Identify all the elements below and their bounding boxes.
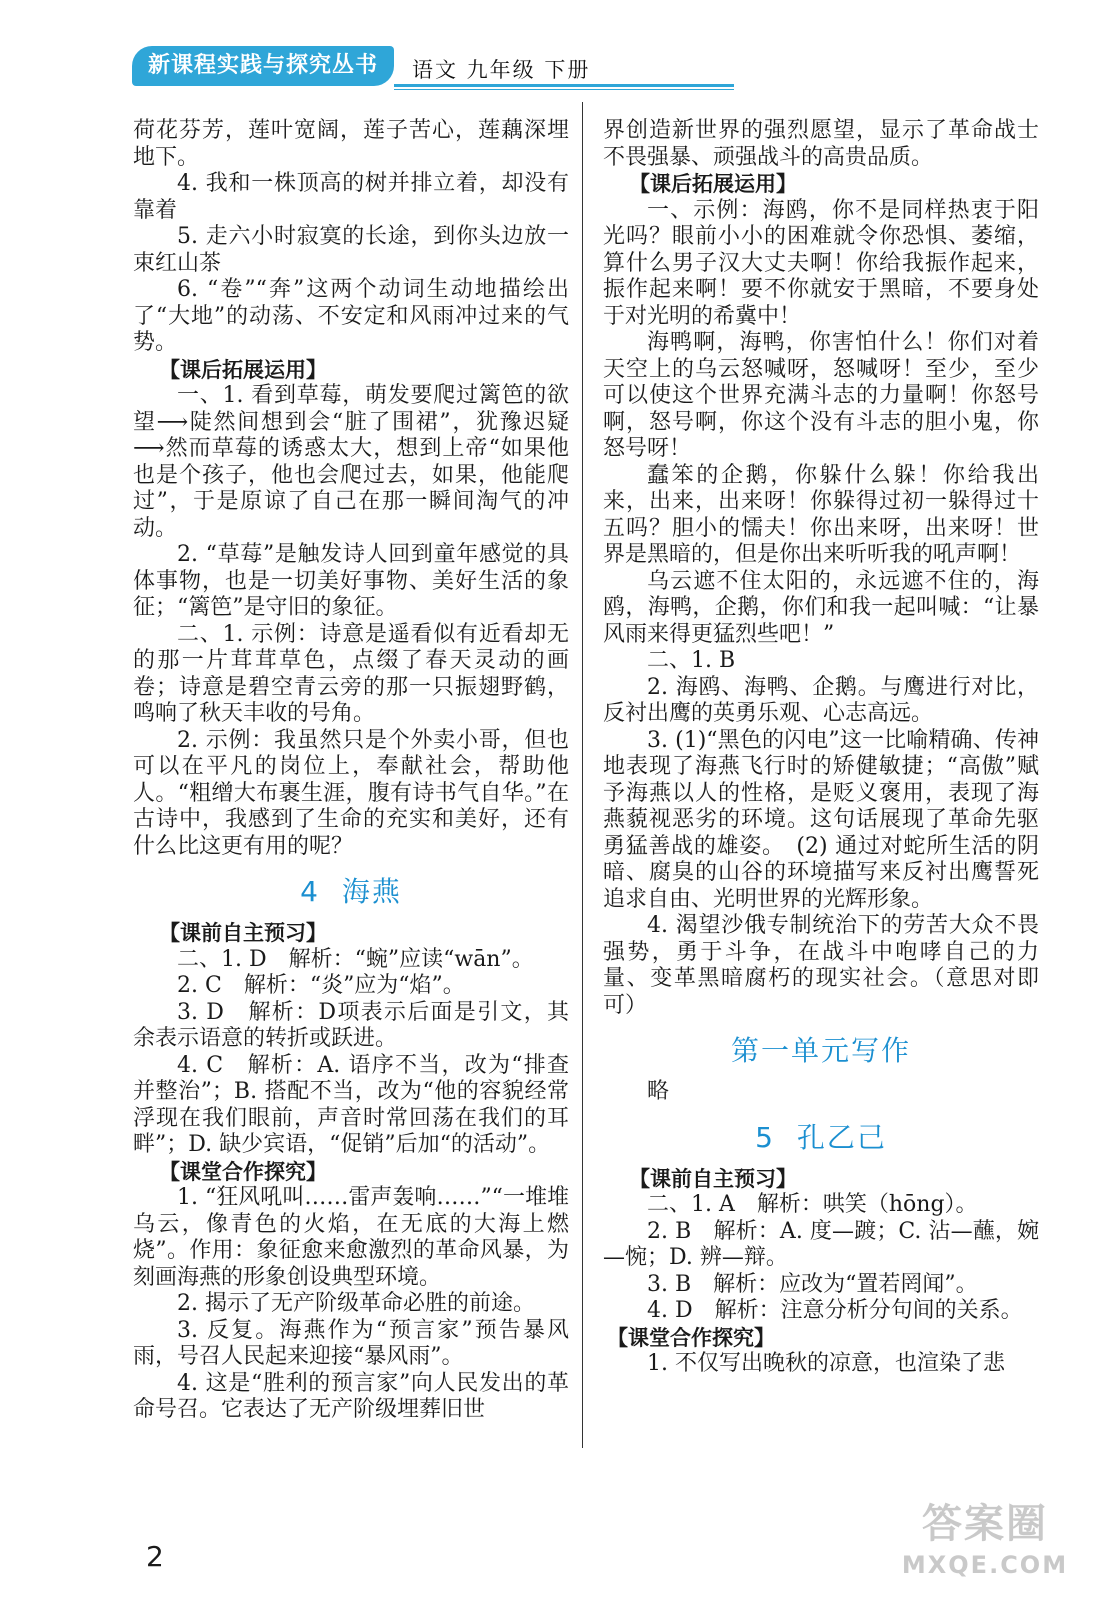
answer-paragraph: 略 (647, 1079, 670, 1104)
answer-paragraph: 二、1. B (647, 648, 736, 673)
section-title: 海燕 (341, 875, 402, 908)
watermark-url: MXQE.COM (901, 1551, 1069, 1579)
answer-paragraph: 二、1. A 解析：哄笑（hōng）。 (647, 1192, 978, 1217)
answer-paragraph: 2. “草莓”是触发诗人回到童年感觉的具体事物，也是一切美好事物、美好生活的象征；“篱笆”是守旧的象征。 (133, 542, 569, 620)
answer-paragraph: 3. (1)“黑色的闪电”这一比喻精确、传神地表现了海燕飞行时的矫健敏捷；“高傲”赋予海燕以人的性格，是贬义褒用，表现了海燕藐视恶劣的环境。这句话展现了革命先驱勇猛善战的雄姿。 (2) 通过对蛇所生活的阴暗、腐臭的山谷的环境描写来反衬出鹰誓死追求自由、光明世界的光辉形象。 (603, 727, 1039, 912)
subsection-label: 【课堂合作探究】 (607, 1325, 775, 1350)
answer-paragraph: 1. “狂风吼叫……雷声轰响……”“一堆堆乌云，像青色的火焰，在无底的大海上燃烧”。作用：象征愈来愈激烈的革命风暴，为刻画海燕的形象创设典型环境。 (133, 1185, 569, 1290)
answer-paragraph: 荷花芬芳，莲叶宽阔，莲子苦心，莲藕深埋地下。 (133, 118, 569, 170)
section-title: 第一单元写作 (730, 1034, 911, 1067)
answer-paragraph: 3. 反复。海燕作为“预言家”预告暴风雨，号召人民起来迎接“暴风雨”。 (133, 1317, 569, 1369)
subsection-label: 【课后拓展运用】 (629, 172, 797, 196)
answer-paragraph: 4. 这是“胜利的预言家”向人民发出的革命号召。它表达了无产阶级埋葬旧世 (133, 1370, 569, 1422)
answer-paragraph: 2. 揭示了无产阶级革命必胜的前途。 (177, 1291, 535, 1316)
answer-paragraph: 4. D 解析：注意分析分句间的关系。 (647, 1298, 1023, 1323)
header-rule-thin (394, 89, 734, 90)
answer-paragraph: 2. C 解析：“炎”应为“焰”。 (177, 973, 465, 998)
answer-paragraph: 5. 走六小时寂寞的长途，到你头边放一束红山茶 (133, 224, 569, 276)
answer-paragraph: 4. 我和一株顶高的树并排立着，却没有靠着 (133, 171, 569, 223)
answer-paragraph: 一、示例：海鸥，你不是同样热衷于阳光吗？眼前小小的困难就令你恐惧、萎缩，算什么男子汉大丈夫啊！你给我振作起来，振作起来啊！要不你就安于黑暗，不要身处于对光明的希冀中！ (603, 197, 1039, 329)
answer-paragraph: 2. B 解析：A. 度—踱；C. 沾—蘸，婉—惋；D. 辨—辩。 (603, 1218, 1039, 1270)
series-title-badge: 新课程实践与探究丛书 (132, 46, 394, 86)
answer-paragraph: 界创造新世界的强烈愿望，显示了革命战士不畏强暴、顽强战斗的高贵品质。 (603, 118, 1039, 170)
section-heading (603, 1116, 1039, 1160)
section-heading (603, 1029, 1039, 1073)
answer-paragraph: 3. B 解析：应改为“置若罔闻”。 (647, 1271, 978, 1297)
left-column (133, 118, 569, 1424)
answer-paragraph: 4. C 解析：A. 语序不当，改为“排查并整治”；B. 搭配不当，改为“他的容貌经常浮现在我们眼前，声音时常回荡在我们的耳畔”；D. 缺少宾语，“促销”后加“的活动”。 (133, 1052, 569, 1157)
section-title: 孔乙己 (796, 1120, 887, 1154)
section-number: 5 (755, 1120, 775, 1154)
answer-paragraph: 1. 不仅写出晚秋的凉意，也渲染了悲 (647, 1351, 1005, 1376)
subsection-label: 【课前自主预习】 (159, 921, 327, 945)
answer-paragraph: 2. 海鸥、海鸭、企鹅。与鹰进行对比，反衬出鹰的英勇乐观、心志高远。 (603, 674, 1039, 726)
answer-paragraph: 蠢笨的企鹅，你躲什么躲！你给我出来，出来，出来呀！你躲得过初一躲得过十五吗？胆小的懦夫！你出来呀，出来呀！世界是黑暗的，但是你出来听听我的吼声啊！ (603, 462, 1039, 567)
answer-paragraph: 3. D 解析：D项表示后面是引文，其余表示语意的转折或跃进。 (133, 999, 569, 1051)
subsection-label: 【课前自主预习】 (629, 1166, 797, 1191)
answer-paragraph: 6. “卷”“奔”这两个动词生动地描绘出了“大地”的动荡、不安定和风雨冲过来的气势。 (133, 277, 569, 355)
header-rule (394, 84, 734, 87)
answer-paragraph: 二、1. D 解析：“蜿”应读“wān”。 (177, 946, 534, 972)
page-header (132, 46, 612, 88)
section-heading (133, 870, 569, 914)
answer-paragraph: 2. 示例：我虽然只是个外卖小哥，但也可以在平凡的岗位上，奉献社会，帮助他人。“粗缯大布裹生涯，腹有诗书气自华。”在古诗中，我感到了生命的充实和美好，还有什么比这更有用的呢？ (133, 727, 569, 859)
subsection-label: 【课后拓展运用】 (159, 357, 327, 382)
page-number: 2 (146, 1540, 164, 1573)
subsection-label: 【课堂合作探究】 (159, 1159, 327, 1184)
section-number: 4 (300, 875, 320, 908)
watermark-title: 答案圈 (922, 1501, 1048, 1547)
answer-paragraph: 海鸭啊，海鸭，你害怕什么！你们对着天空上的乌云怒喊呀，怒喊呀！至少，至少可以使这个世界充满斗志的力量啊！你怒号啊，怒号啊，你这个没有斗志的胆小鬼，你怒号呀！ (603, 330, 1039, 461)
answer-paragraph: 二、1. 示例：诗意是遥看似有近看却无的那一片茸茸草色，点缀了春天灵动的画卷；诗意是碧空青云旁的那一只振翅野鹤，鸣响了秋天丰收的号角。 (133, 621, 569, 726)
answer-paragraph: 一、1. 看到草莓，萌发要爬过篱笆的欲望⟶陡然间想到会“脏了围裙”，犹豫迟疑⟶然而草莓的诱惑太大，想到上帝“如果他也是个孩子，他也会爬过去，如果，他能爬过”，于是原谅了自己在那一瞬间淘气的冲动。 (133, 383, 569, 541)
column-divider (582, 102, 583, 1448)
right-column (603, 118, 1039, 1378)
book-info: 语文 九年级 下册 (412, 58, 591, 82)
watermark-logo (900, 1498, 1070, 1588)
answer-paragraph: 乌云遮不住太阳的，永远遮不住的，海鸥，海鸭，企鹅，你们和我一起叫喊：“让暴风雨来得更猛烈些吧！” (603, 568, 1039, 647)
answer-paragraph: 4. 渴望沙俄专制统治下的劳苦大众不畏强势，勇于斗争，在战斗中咆哮自己的力量、变革黑暗腐朽的现实社会。（意思对即可） (603, 913, 1039, 1018)
